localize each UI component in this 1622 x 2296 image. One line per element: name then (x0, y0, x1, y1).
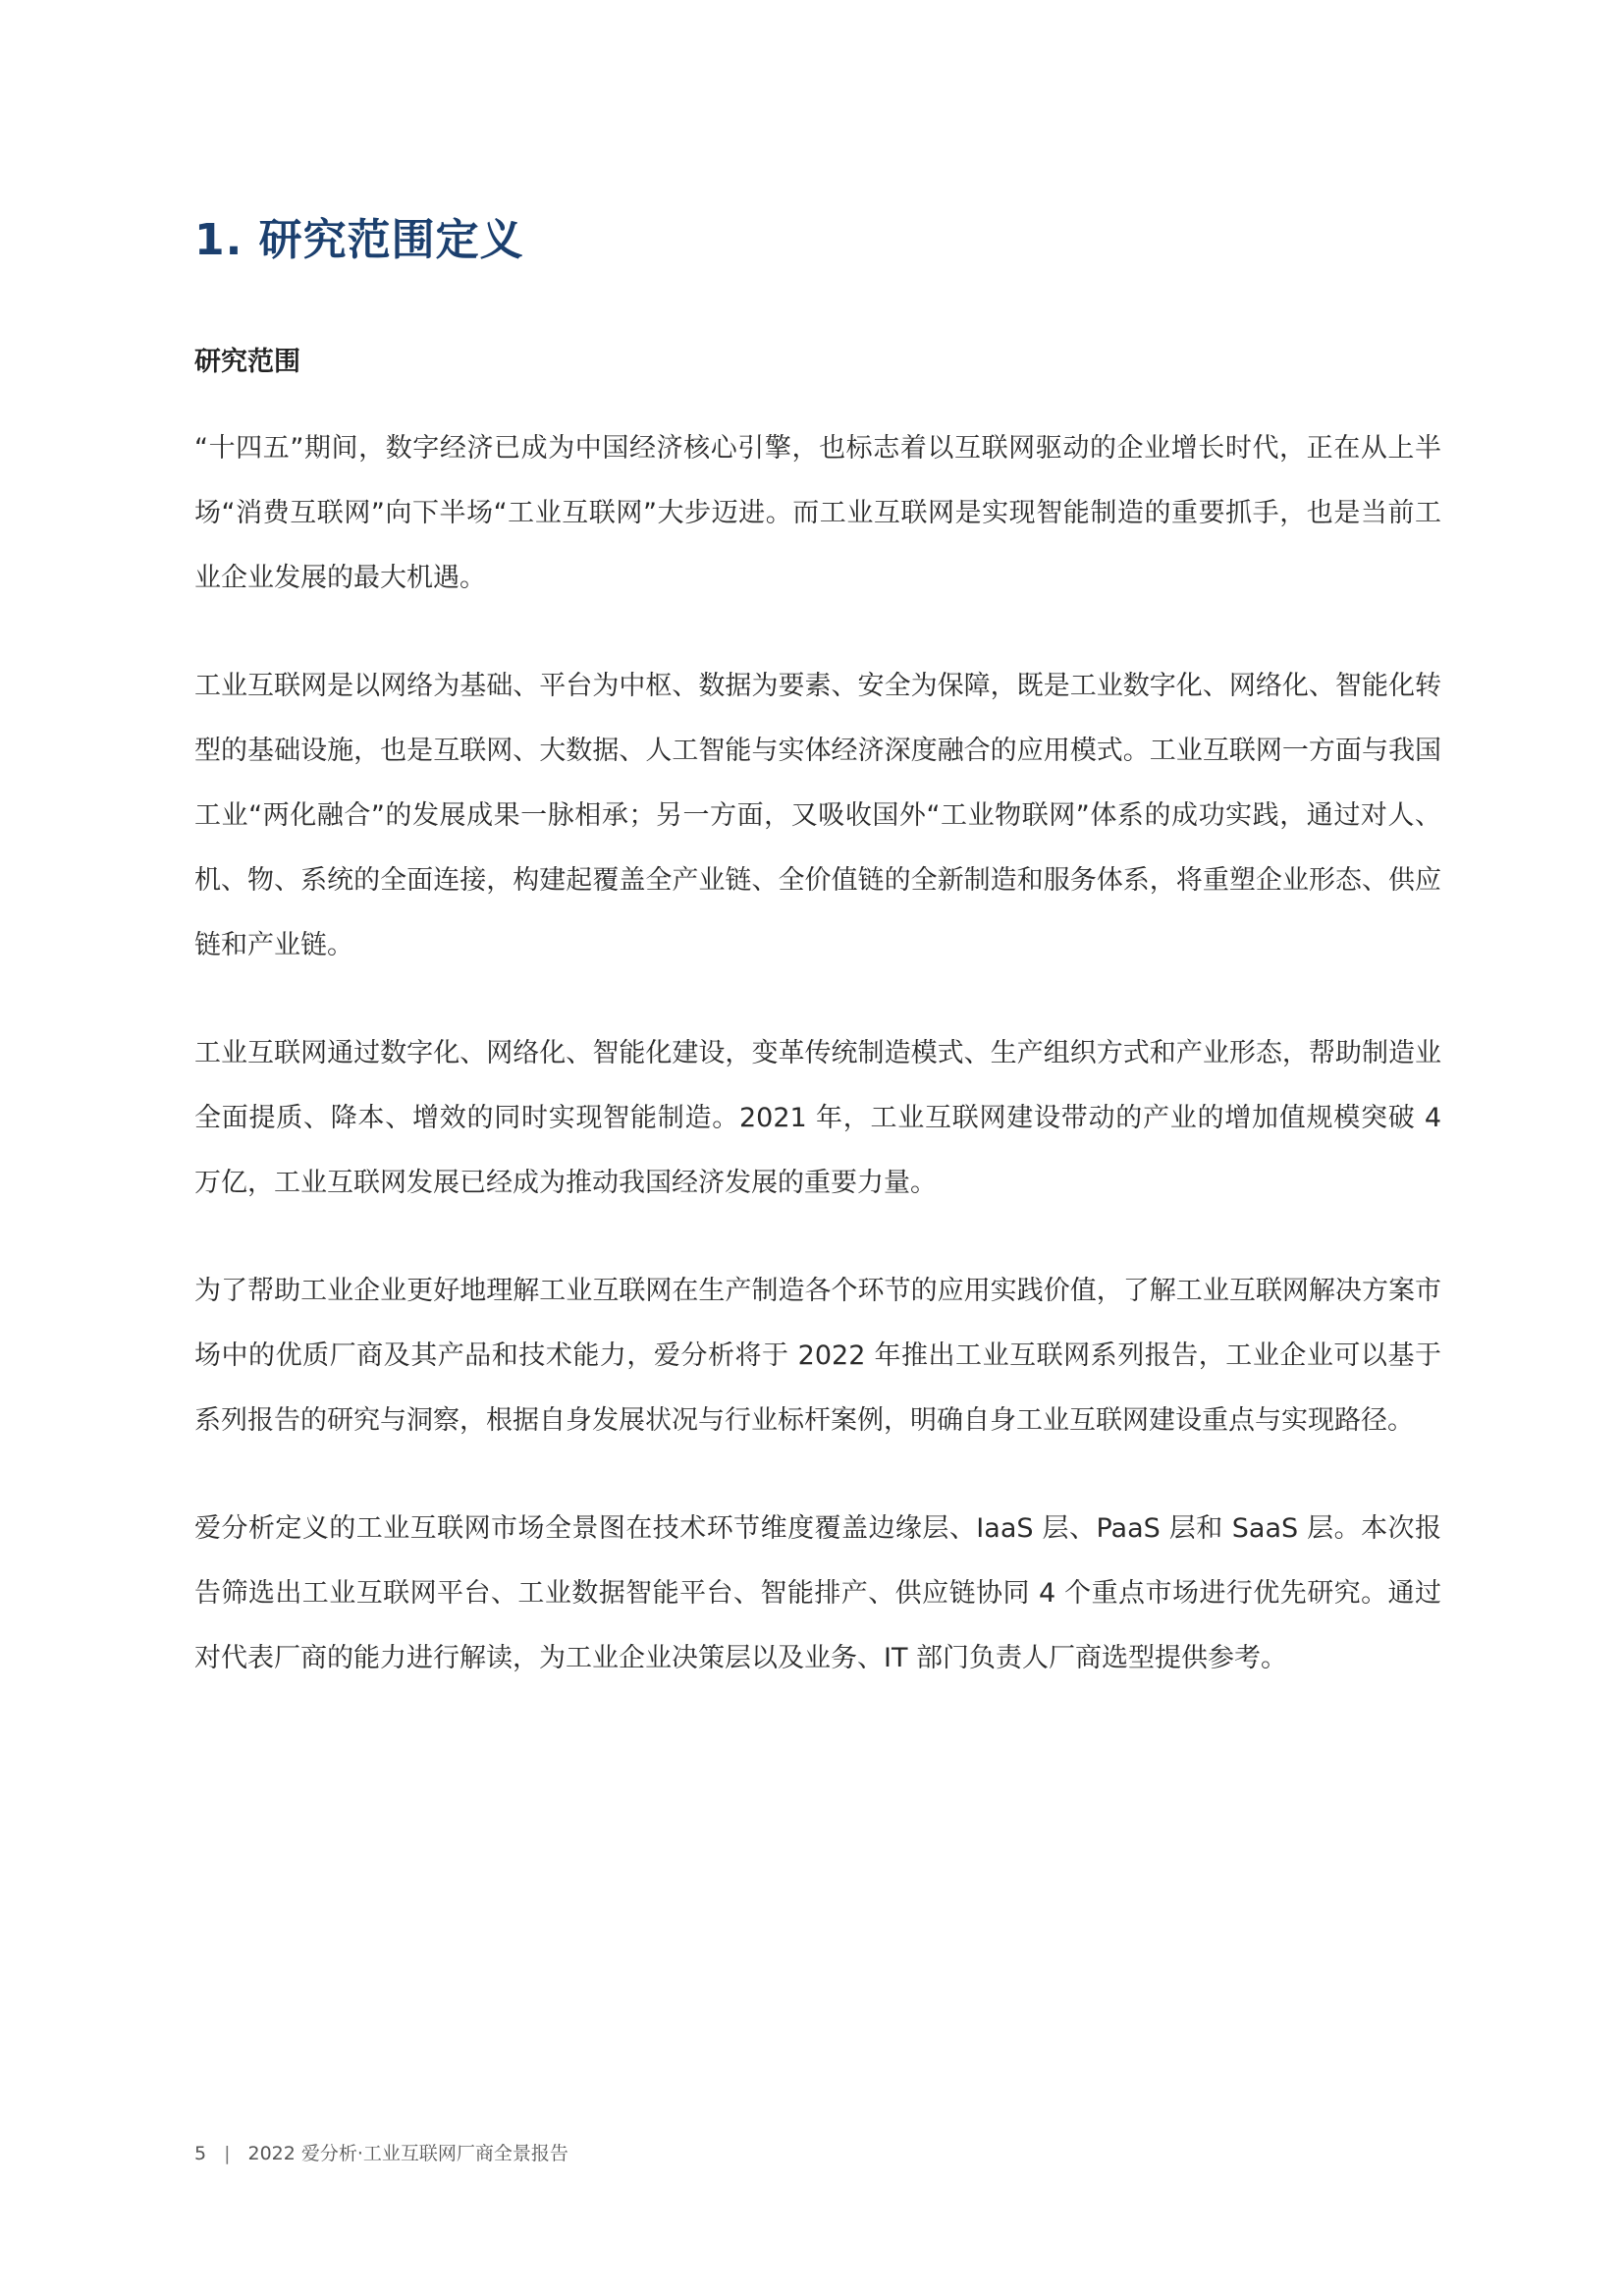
paragraph-4: 为了帮助工业企业更好地理解工业互联网在生产制造各个环节的应用实践价值，了解工业互联网解决方案市场中的优质厂商及其产品和技术能力，爱分析将于 2022 年推出工业互联网系列报告，工业企业可以基于系列报告的研究与洞察，根据自身发展状况与行业标杆案例，明确自身工业互联网建设重点与实现路径。 (194, 1276, 1441, 1436)
page-number: 5 (194, 2143, 207, 2164)
page-footer (194, 2139, 568, 2165)
section-title: 1. 研究范围定义 (194, 215, 524, 265)
paragraph-3: 工业互联网通过数字化、网络化、智能化建设，变革传统制造模式、生产组织方式和产业形态，帮助制造业全面提质、降本、增效的同时实现智能制造。2021 年，工业互联网建设带动的产业的增加值规模突破 4 万亿，工业互联网发展已经成为推动我国经济发展的重要力量。 (194, 1038, 1441, 1198)
report-title: 2022 爱分析·工业互联网厂商全景报告 (247, 2143, 568, 2164)
paragraph-1: “十四五”期间，数字经济已成为中国经济核心引擎，也标志着以互联网驱动的企业增长时代，正在从上半场“消费互联网”向下半场“工业互联网”大步迈进。而工业互联网是实现智能制造的重要抓手，也是当前工业企业发展的最大机遇。 (194, 433, 1441, 593)
section-subtitle: 研究范围 (194, 347, 300, 377)
body-text (194, 416, 1441, 1734)
paragraph-2: 工业互联网是以网络为基础、平台为中枢、数据为要素、安全为保障，既是工业数字化、网络化、智能化转型的基础设施，也是互联网、大数据、人工智能与实体经济深度融合的应用模式。工业互联网一方面与我国工业“两化融合”的发展成果一脉相承；另一方面，又吸收国外“工业物联网”体系的成功实践，通过对人、机、物、系统的全面连接，构建起覆盖全产业链、全价值链的全新制造和服务体系，将重塑企业形态、供应链和产业链。 (194, 671, 1441, 960)
paragraph-5: 爱分析定义的工业互联网市场全景图在技术环节维度覆盖边缘层、IaaS 层、PaaS 层和 SaaS 层。本次报告筛选出工业互联网平台、工业数据智能平台、智能排产、供应链协同 4 个重点市场进行优先研究。通过对代表厂商的能力进行解读，为工业企业决策层以及业务、IT 部门负责人厂商选型提供参考。 (194, 1513, 1441, 1673)
footer-separator: | (224, 2143, 231, 2164)
